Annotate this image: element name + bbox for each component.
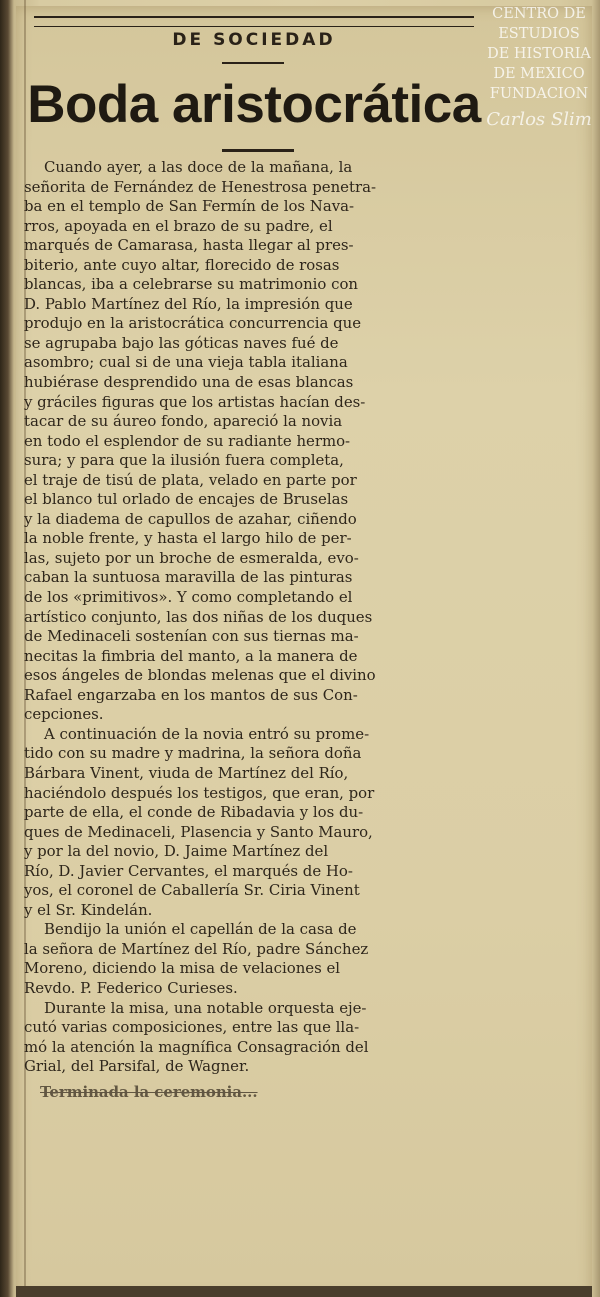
article-line: mó la atención la magnífica Consagración del: [24, 1037, 369, 1056]
article-line: marqués de Camarasa, hasta llegar al pres-: [24, 236, 354, 255]
article-line: se agrupaba bajo las góticas naves fué de: [24, 333, 339, 352]
article-line: hubiérase desprendido una de esas blancas: [24, 373, 354, 392]
article-line: cepciones.: [24, 705, 104, 724]
article-line: ba en el templo de San Fermín de los Nava-: [24, 197, 355, 216]
article-line: caban la suntuosa maravilla de las pinturas: [24, 568, 353, 587]
article-line: esos ángeles de blondas melenas que el divino: [24, 666, 376, 685]
article-line: D. Pablo Martínez del Río, la impresión que: [24, 294, 353, 313]
article-line: Grial, del Parsifal, de Wagner.: [24, 1057, 250, 1076]
article-line: biterio, ante cuyo altar, florecido de rosas: [24, 255, 340, 274]
bottom-edge: [16, 1286, 592, 1297]
article-line: asombro; cual si de una vieja tabla italiana: [24, 353, 348, 372]
article-line: rros, apoyada en el brazo de su padre, el: [24, 216, 333, 235]
article-line: Bendijo la unión el capellán de la casa de: [44, 920, 357, 939]
article-line: parte de ella, el conde de Ribadavia y los du-: [24, 803, 364, 822]
article-line: el traje de tisú de plata, velado en parte por: [24, 470, 357, 489]
article-line: Durante la misa, una notable orquesta eje-: [44, 998, 367, 1017]
article-line: la noble frente, y hasta el largo hilo de per-: [24, 529, 352, 548]
article-line: haciéndolo después los testigos, que eran, por: [24, 783, 375, 802]
section-label: DE SOCIEDAD: [172, 30, 336, 50]
article-line: cutó varias composiciones, entre las que lla-: [24, 1018, 360, 1037]
watermark-line: DE MEXICO: [493, 66, 585, 82]
article-line: necitas la fimbria del manto, a la manera de: [24, 646, 358, 665]
article-line: A continuación de la novia entró su prome-: [44, 724, 370, 743]
article-line: tacar de su áureo fondo, apareció la novia: [24, 412, 343, 431]
article-line: ques de Medinaceli, Plasencia y Santo Mauro,: [24, 822, 373, 841]
article-line: Revdo. P. Federico Curieses.: [24, 978, 238, 997]
watermark-line: CENTRO DE: [492, 6, 586, 22]
article-line: tido con su madre y madrina, la señora doña: [24, 744, 362, 763]
article-line: en todo el esplendor de su radiante hermo-: [24, 431, 351, 450]
watermark-line: ESTUDIOS: [498, 26, 580, 42]
article-line: blancas, iba a celebrarse su matrimonio con: [24, 275, 359, 294]
article-line: Rafael engarzaba en los mantos de sus Con-: [24, 685, 358, 704]
article-line: señorita de Fernández de Henestrosa penetra-: [24, 177, 376, 196]
article-line: y la diadema de capullos de azahar, ciñendo: [24, 509, 357, 528]
article-line: las, sujeto por un broche de esmeralda, evo-: [24, 548, 359, 567]
article-line: Bárbara Vinent, viuda de Martínez del Río,: [24, 763, 349, 782]
article-line: y por la del novio, D. Jaime Martínez del: [24, 842, 329, 861]
article-line: Río, D. Javier Cervantes, el marqués de Ho-: [24, 861, 353, 880]
article-line: de los «primitivos». Y como completando el: [24, 588, 353, 607]
article-line: artístico conjunto, las dos niñas de los duques: [24, 607, 373, 626]
article-line: el blanco tul orlado de encajes de Bruselas: [24, 490, 349, 509]
article-line: y el Sr. Kindelán.: [24, 900, 153, 919]
article-body: [24, 158, 478, 1077]
watermark-signature: Carlos Slim: [486, 109, 592, 130]
article-line: y gráciles figuras que los artistas hacían des-: [24, 392, 366, 411]
headline-divider: [222, 149, 294, 152]
section-divider: [222, 62, 284, 64]
closing-line: Terminada la ceremonia...: [40, 1083, 258, 1101]
watermark-line: FUNDACION: [489, 86, 589, 102]
top-ornamental-rule: [34, 16, 474, 27]
article-line: la señora de Martínez del Río, padre Sánchez: [24, 939, 369, 958]
headline: Boda aristocrática: [27, 75, 481, 134]
article-line: sura; y para que la ilusión fuera completa,: [24, 451, 344, 470]
watermark-line: DE HISTORIA: [487, 46, 591, 62]
archive-watermark: [480, 4, 598, 130]
article-line: de Medinaceli sostenían con sus tiernas ma-: [24, 627, 359, 646]
article-line: produjo en la aristocrática concurrencia que: [24, 314, 362, 333]
article-line: Moreno, diciendo la misa de velaciones el: [24, 959, 341, 978]
article-line: Cuando ayer, a las doce de la mañana, la: [44, 158, 353, 176]
article-line: yos, el coronel de Caballería Sr. Ciria Vinent: [24, 881, 360, 900]
